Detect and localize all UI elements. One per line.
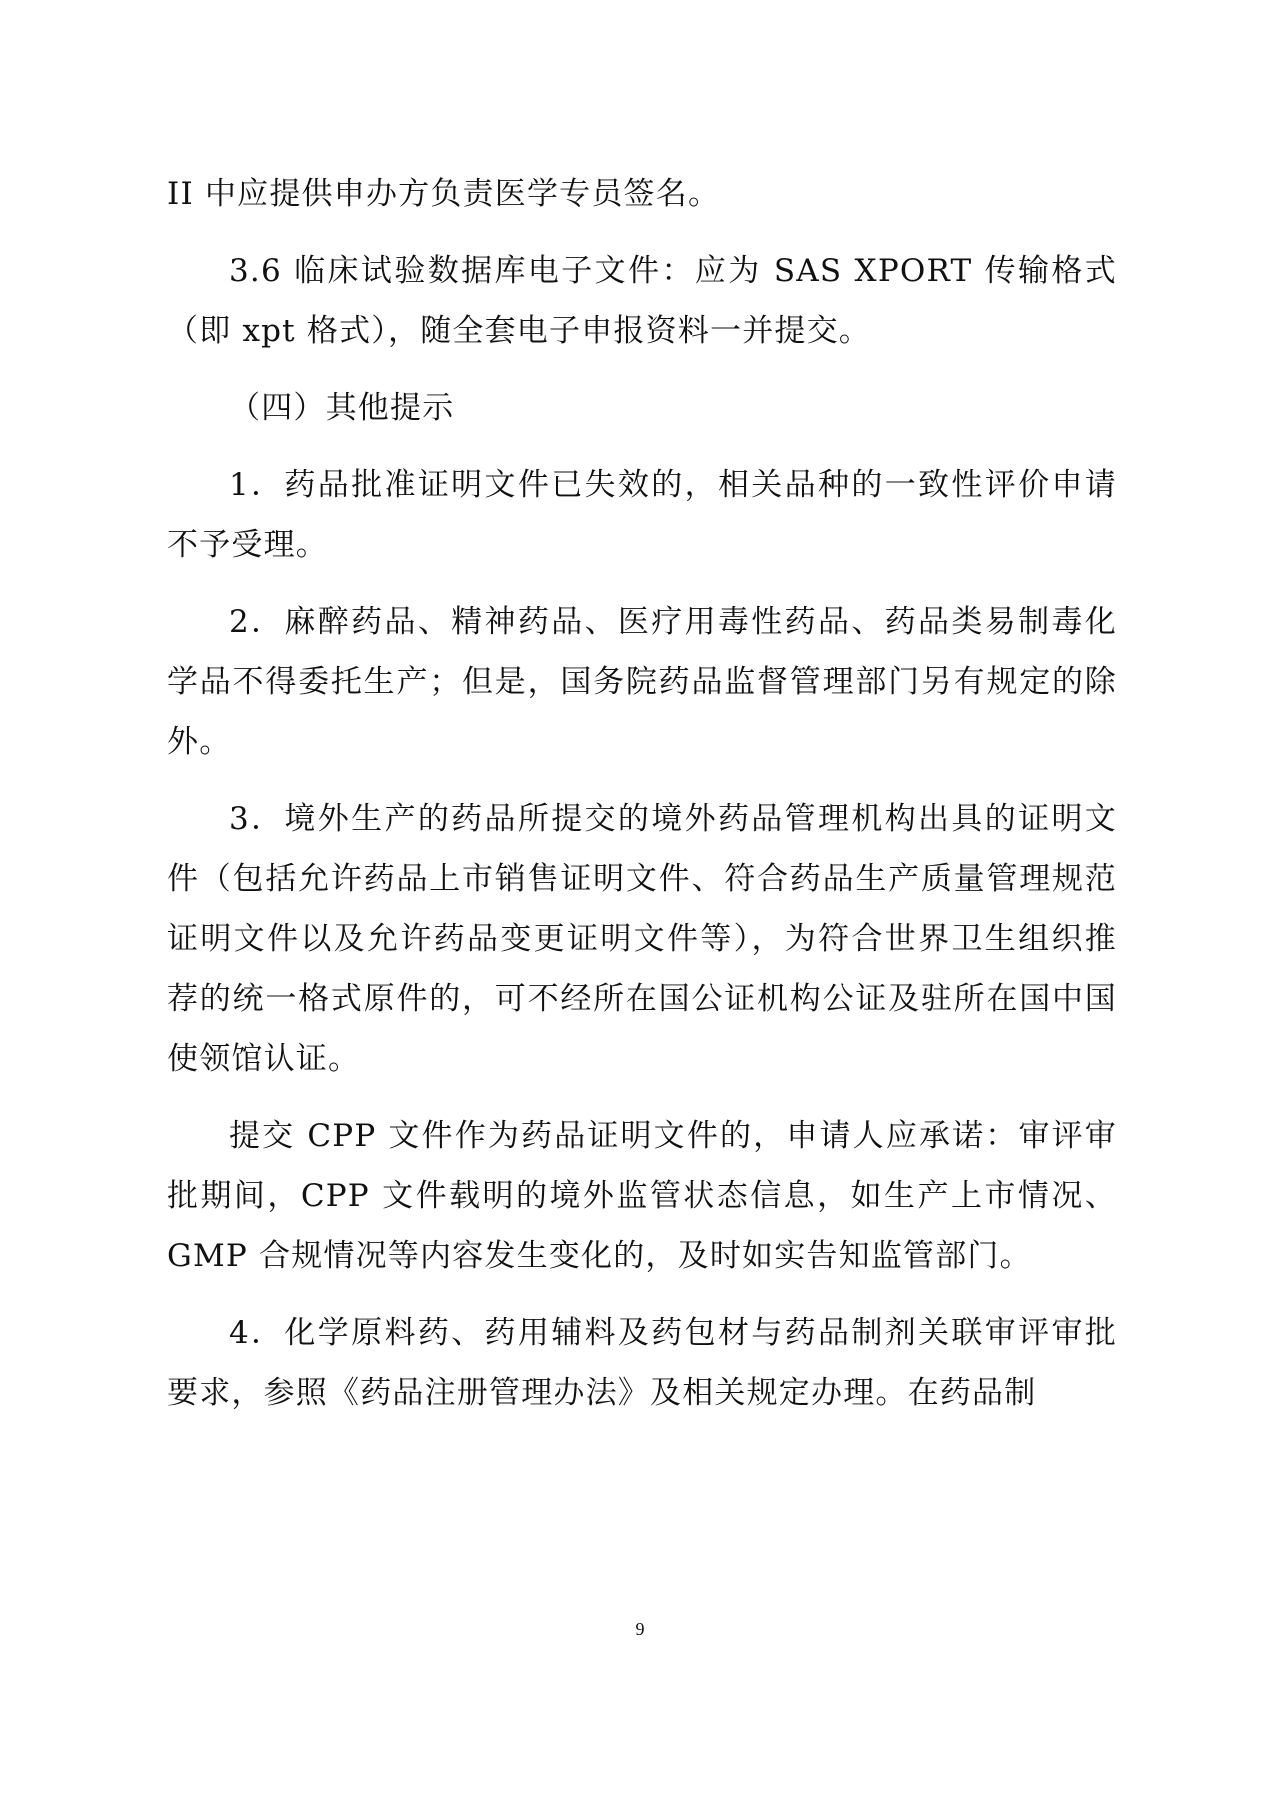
paragraph-item-2: 2．麻醉药品、精神药品、医疗用毒性药品、药品类易制毒化学品不得委托生产；但是，国务院药品监督管理部门另有规定的除外。 [167,604,1117,760]
paragraph-item-1: 1．药品批准证明文件已失效的，相关品种的一致性评价申请不予受理。 [167,467,1117,563]
paragraph-3-6-database-file: 3.6 临床试验数据库电子文件：应为 SAS XPORT 传输格式（即 xpt 格式），随全套电子申报资料一并提交。 [167,253,1117,349]
paragraph-continuation: II 中应提供申办方负责医学专员签名。 [167,176,721,212]
paragraph-item-3: 3．境外生产的药品所提交的境外药品管理机构出具的证明文件（包括允许药品上市销售证明文件、符合药品生产质量管理规范证明文件以及允许药品变更证明文件等），为符合世界卫生组织推荐的统一格式原件的，可不经所在国公证机构公证及驻所在国中国使领馆认证。 [167,801,1117,1077]
page-number: 9 [635,1619,645,1639]
paragraph-item-4: 4．化学原料药、药用辅料及药包材与药品制剂关联审评审批要求，参照《药品注册管理办法》及相关规定办理。在药品制 [167,1315,1117,1411]
paragraph-cpp-commitment: 提交 CPP 文件作为药品证明文件的，申请人应承诺：审评审批期间，CPP 文件载明的境外监管状态信息，如生产上市情况、GMP 合规情况等内容发生变化的，及时如实告知监管部门。 [167,1118,1117,1274]
section-heading-other-tips: （四）其他提示 [229,390,455,426]
document-body [167,164,1117,1440]
